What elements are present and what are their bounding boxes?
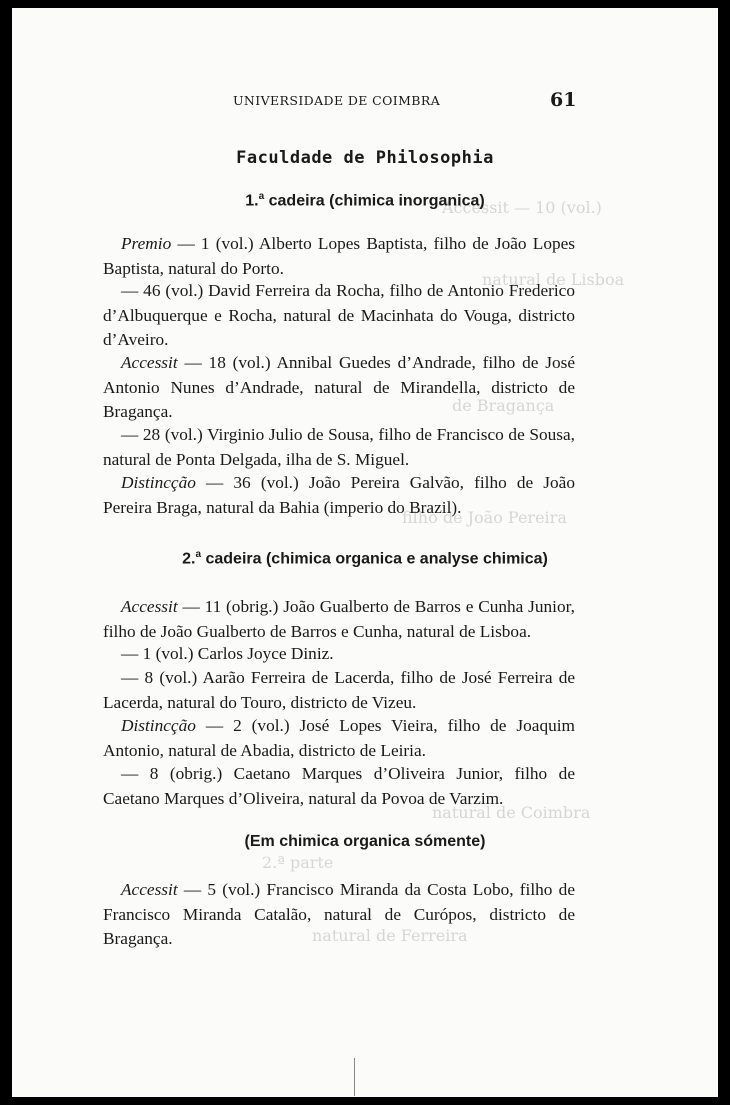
bleed-through-text: natural de Lisboa <box>482 270 625 289</box>
entry-text: — 8 (obrig.) Caetano Marques d’Oliveira Junior, filho de Caetano Marques d’Oliveira, natural da Povoa de Varzim. <box>103 764 575 808</box>
section-heading <box>12 549 718 568</box>
entry-text: — 36 (vol.) João Pereira Galvão, filho de João Pereira Braga, natural da Bahia (imperio do Brazil). <box>103 473 575 517</box>
award-label: Distincção <box>121 473 196 492</box>
bleed-through-text: de Bragança <box>452 396 555 415</box>
award-entry <box>103 471 575 520</box>
bleed-through-text: natural de Ferreira <box>312 926 468 945</box>
heading-text: (Em chimica organica sómente) <box>244 833 486 850</box>
entry-text: — 18 (vol.) Annibal Guedes d’Andrade, filho de José Antonio Nunes d’Andrade, natural de Mirandella, districto de Bragança. <box>103 353 575 421</box>
entry-text: — 1 (vol.) Alberto Lopes Baptista, filho de João Lopes Baptista, natural do Porto. <box>103 234 575 278</box>
entry-text: — 28 (vol.) Virginio Julio de Sousa, filho de Francisco de Sousa, natural de Ponta Delgada, ilha de S. Miguel. <box>103 425 575 469</box>
award-entry <box>103 762 575 811</box>
entry-text: — 8 (vol.) Aarão Ferreira de Lacerda, filho de José Ferreira de Lacerda, natural do Touro, districto de Vizeu. <box>103 668 575 712</box>
entry-text: — 1 (vol.) Carlos Joyce Diniz. <box>121 644 334 663</box>
gutter-line <box>354 1058 355 1096</box>
entry-text: — 5 (vol.) Francisco Miranda da Costa Lobo, filho de Francisco Miranda Catalão, natural de Curópos, districto de Bragança. <box>103 880 575 948</box>
section-heading <box>12 833 718 851</box>
running-title: UNIVERSIDADE DE COIMBRA <box>233 93 441 108</box>
award-label: Accessit <box>121 353 178 372</box>
page-header <box>12 89 718 113</box>
award-entry <box>103 423 575 472</box>
heading-ordinal: a <box>195 549 202 560</box>
award-entry <box>103 595 575 644</box>
award-label: Distincção <box>121 716 196 735</box>
section-heading <box>12 191 718 210</box>
entry-text: — 46 (vol.) David Ferreira da Rocha, filho de Antonio Frederico d’Albuquerque e Rocha, natural de Macinhata do Vouga, districto d’Aveiro. <box>103 281 575 349</box>
award-label: Premio <box>121 234 172 253</box>
award-entry <box>103 351 575 425</box>
award-entry <box>103 279 575 353</box>
heading-text: cadeira (chimica inorganica) <box>264 192 485 210</box>
bleed-through-text: Accessit — 10 (vol.) <box>442 198 602 217</box>
heading-number: 1. <box>245 192 259 210</box>
award-entry <box>103 714 575 763</box>
bleed-through-text: natural de Coimbra <box>432 803 591 822</box>
entry-text: — 11 (obrig.) João Gualberto de Barros e Cunha Junior, filho de João Gualberto de Barros e Cunha, natural de Lisboa. <box>103 597 575 641</box>
award-label: Accessit <box>121 880 178 899</box>
document-page <box>12 8 718 1097</box>
bleed-through-text: 2.ª parte <box>262 853 334 872</box>
heading-text: cadeira (chimica organica e analyse chimica) <box>201 550 548 568</box>
faculty-title: Faculdade de Philosophia <box>236 148 494 168</box>
award-entry <box>103 666 575 715</box>
page-number: 61 <box>550 89 577 111</box>
award-entry <box>103 232 575 281</box>
bleed-through-text: filho de João Pereira <box>402 508 567 527</box>
award-entry <box>103 878 575 952</box>
heading-number: 2. <box>182 550 196 568</box>
award-label: Accessit <box>121 597 178 616</box>
entry-text: — 2 (vol.) José Lopes Vieira, filho de Joaquim Antonio, natural de Abadia, districto de Leiria. <box>103 716 575 760</box>
heading-ordinal: a <box>258 191 265 202</box>
award-entry <box>103 642 575 667</box>
